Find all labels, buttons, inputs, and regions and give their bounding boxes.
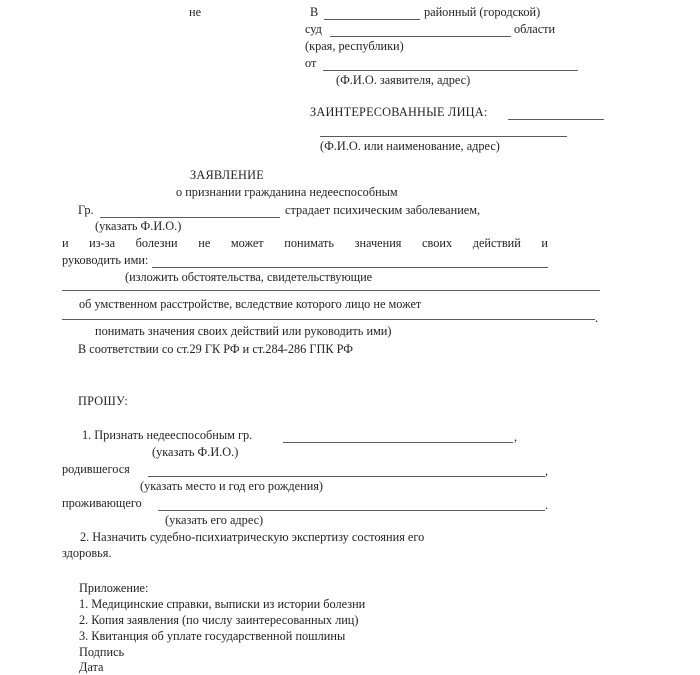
understand-hint: понимать значения своих действий или руководить ими)	[95, 324, 392, 338]
manage-label: руководить ими:	[62, 253, 149, 267]
circumstances-fill-rule-1[interactable]	[152, 267, 548, 268]
circumstances-fill-rule-2[interactable]	[62, 290, 600, 291]
request-heading: ПРОШУ:	[78, 394, 129, 408]
circumstances-hint: (изложить обстоятельства, свидетельствующие	[125, 270, 373, 284]
illness-statement-line: и из-за болезни не может понимать значения своих действий и	[62, 236, 548, 250]
citizen-tail-text: страдает психическим заболеванием,	[285, 203, 481, 217]
request-item-1-fill-rule[interactable]	[283, 442, 513, 443]
attachment-item: 1. Медицинские справки, выписки из истории болезни	[79, 597, 366, 611]
applicant-hint: (Ф.И.О. заявителя, адрес)	[336, 73, 471, 87]
born-fill-rule[interactable]	[148, 476, 545, 477]
from-label: от	[305, 56, 317, 70]
disorder-statement-line: об умственном расстройстве, вследствие которого лицо не может	[79, 297, 422, 311]
interested-persons-hint: (Ф.И.О. или наименование, адрес)	[320, 139, 500, 153]
citizen-label: Гр.	[78, 203, 94, 217]
circumstances-fill-rule-3[interactable]	[62, 319, 595, 320]
residing-hint: (указать его адрес)	[165, 513, 264, 527]
applicant-fill-rule[interactable]	[323, 70, 578, 71]
attachment-item: 2. Копия заявления (по числу заинтересованных лиц)	[79, 613, 359, 627]
request-item-1-hint: (указать Ф.И.О.)	[152, 445, 239, 459]
court-word: суд	[305, 22, 322, 36]
request-item-1: 1. Признать недееспособным гр.	[82, 428, 253, 442]
region-word: области	[514, 22, 556, 36]
disorder-period-mark: .	[595, 311, 599, 325]
citizen-hint: (указать Ф.И.О.)	[95, 219, 182, 233]
court-line-suffix: районный (городской)	[424, 5, 541, 19]
court-line-prefix: В	[310, 5, 319, 19]
request-item-1-comma: ,	[514, 430, 518, 444]
court-name-fill-rule[interactable]	[324, 19, 420, 20]
born-label: родившегося	[62, 462, 130, 476]
region-hint: (края, республики)	[305, 39, 404, 53]
region-fill-rule[interactable]	[330, 36, 511, 37]
residing-period: .	[545, 498, 549, 512]
interested-persons-fill-rule-2[interactable]	[320, 136, 567, 137]
request-item-2-line-1: 2. Назначить судебно-психиатрическую экспертизу состояния его	[80, 530, 425, 544]
citizen-name-fill-rule[interactable]	[100, 217, 280, 218]
residing-label: проживающего	[62, 496, 142, 510]
born-hint: (указать место и год его рождения)	[140, 479, 324, 493]
attachments-heading: Приложение:	[79, 581, 149, 595]
request-item-2-line-2: здоровья.	[62, 546, 112, 560]
document-subtitle: о признании гражданина недееспособным	[176, 185, 398, 199]
date-label: Дата	[79, 660, 104, 674]
attachment-item: 3. Квитанция об уплате государственной пошлины	[79, 629, 346, 643]
interested-persons-fill-rule-1[interactable]	[508, 119, 604, 120]
document-title: ЗАЯВЛЕНИЕ	[190, 168, 264, 182]
signature-label: Подпись	[79, 645, 125, 659]
residing-fill-rule[interactable]	[158, 510, 545, 511]
interested-persons-label: ЗАИНТЕРЕСОВАННЫЕ ЛИЦА:	[310, 105, 488, 119]
stray-text-fragment: не	[189, 5, 202, 19]
born-comma: ,	[545, 464, 549, 478]
law-reference-line: В соответствии со ст.29 ГК РФ и ст.284-286 ГПК РФ	[78, 342, 353, 356]
